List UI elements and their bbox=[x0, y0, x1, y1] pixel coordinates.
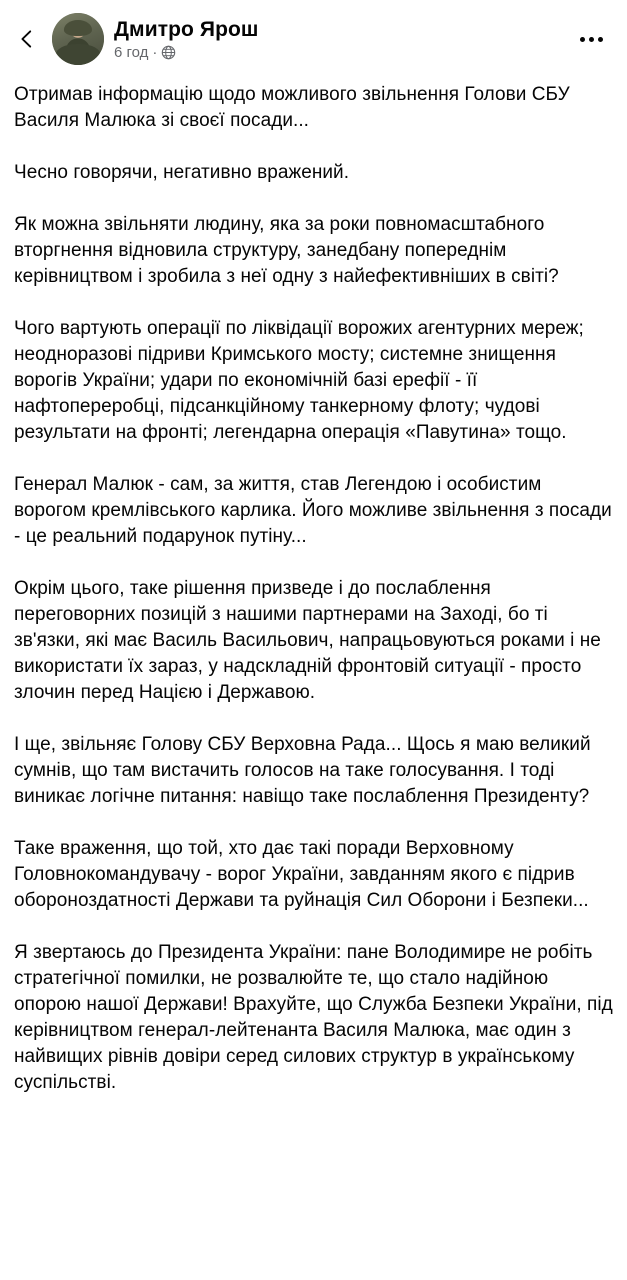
chevron-left-icon bbox=[16, 28, 38, 50]
post-paragraph: І ще, звільняє Голову СБУ Верховна Рада... Щось я маю великий сумнів, що там вистачить голосов на таке голосування. І тоді виникає логічне питання: навіщо таке послаблення Президенту? bbox=[14, 734, 596, 807]
post-paragraph: Чого вартують операції по ліквідації ворожих агентурних мереж; неодноразові підриви Кримського мосту; системне знищення ворогів України; удари по економічній базі ерефії - її нафтопереробці, підсанкційному танкерному флоту; чудові результати на фронті; легендарна операція «Павутина» тощо. bbox=[14, 318, 590, 443]
post-timestamp[interactable]: 6 год bbox=[114, 43, 149, 61]
ellipsis-icon-dot bbox=[598, 37, 603, 42]
post-paragraph: Як можна звільняти людину, яка за роки повномасштабного вторгнення відновила структуру, занедбану попереднім керівництвом і зробила з неї одну з найефективніших в світі? bbox=[14, 214, 559, 287]
avatar-body-shape bbox=[56, 44, 101, 65]
post-paragraph: Отримав інформацію щодо можливого звільнення Голови СБУ Василя Малюка зі своєї посади... bbox=[14, 84, 576, 131]
post-paragraph: Генерал Малюк - сам, за життя, став Легендою і особистим ворогом кремлівського карлика. Його можливе звільнення з посади - це реальний подарунок путіну... bbox=[14, 474, 618, 547]
meta-separator: · bbox=[152, 43, 158, 61]
post-meta bbox=[114, 44, 565, 62]
ellipsis-icon-dot bbox=[589, 37, 594, 42]
post-paragraph: Окрім цього, таке рішення призведе і до послаблення переговорних позицій з нашими партнерами на Заході, бо ті зв'язки, які має Василь Васильович, напрацьовуються роками і не використати їх зараз, у надскладній фронтовій ситуації - просто злочин перед Нацією і Державою. bbox=[14, 578, 607, 703]
avatar[interactable] bbox=[52, 13, 104, 65]
ellipsis-icon-dot bbox=[580, 37, 585, 42]
post-paragraph: Чесно говорячи, негативно вражений. bbox=[14, 162, 350, 183]
post-header bbox=[0, 0, 627, 76]
avatar-helmet-shape bbox=[64, 20, 92, 36]
post-paragraph: Таке враження, що той, хто дає такі поради Верховному Головнокомандувачу - ворог України, завданням якого є підрив обороноздатності Держави та руйнація Сил Оборони і Безпеки... bbox=[14, 838, 589, 911]
post-text bbox=[0, 76, 627, 1114]
author-block bbox=[112, 17, 565, 62]
more-options-button[interactable] bbox=[573, 21, 609, 57]
post-paragraph: Я звертаюсь до Президента України: пане Володимире не робіть стратегічної помилки, не розвалюйте те, що стало надійною опорою нашої Держави! Врахуйте, що Служба Безпеки України, під керівництвом генерал-лейтенанта Василя Малюка, має один з найвищих рівнів довіри серед силових структур в українському суспільстві. bbox=[14, 942, 619, 1093]
globe-icon[interactable] bbox=[161, 45, 176, 60]
back-button[interactable] bbox=[10, 22, 44, 56]
author-name[interactable]: Дмитро Ярош bbox=[114, 17, 259, 41]
